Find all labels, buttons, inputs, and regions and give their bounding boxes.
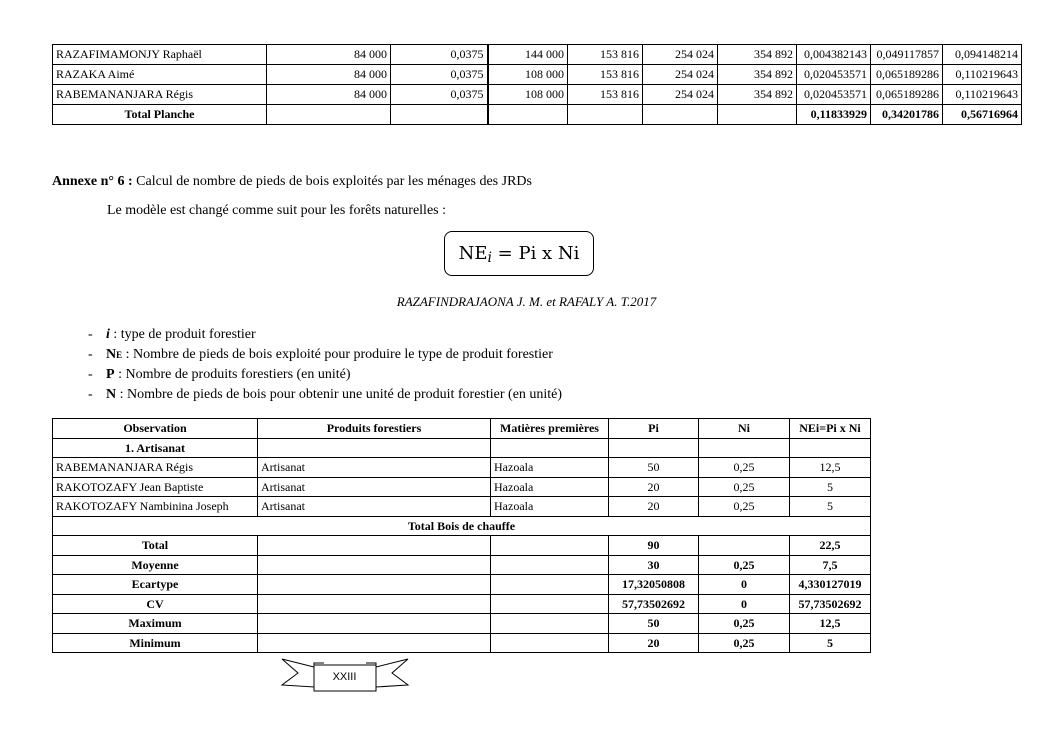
definition-text: : Nombre de produits forestiers (en unité) — [114, 367, 351, 382]
table-cell: 84 000 — [267, 65, 391, 85]
table-cell: 0,56716964 — [943, 105, 1022, 125]
page-number: XXIII — [332, 671, 357, 683]
table-cell: 20 — [609, 477, 699, 497]
table-cell: 0 — [699, 594, 790, 614]
table-cell — [491, 614, 609, 634]
table-cell — [718, 105, 797, 125]
table-cell: 0,25 — [699, 614, 790, 634]
table-cell: 0,25 — [699, 477, 790, 497]
table-cell: 0,049117857 — [871, 45, 943, 65]
stat-label: CV — [53, 594, 258, 614]
table-row — [53, 45, 1022, 65]
section-label: 1. Artisanat — [53, 438, 258, 458]
table-cell: 0,25 — [699, 497, 790, 517]
definition-symbol: N — [106, 347, 117, 362]
table-cell: 7,5 — [790, 555, 871, 575]
table-cell: 0,11833929 — [797, 105, 871, 125]
stat-label: Maximum — [53, 614, 258, 634]
table-cell: 254 024 — [643, 45, 718, 65]
definition-symbol: N — [106, 387, 117, 402]
table-cell: Artisanat — [258, 497, 491, 517]
table-cell — [267, 105, 391, 125]
list-dash: - — [88, 387, 93, 402]
table-cell: Hazoala — [491, 497, 609, 517]
table-cell: 5 — [790, 633, 871, 653]
column-header: Observation — [53, 419, 258, 439]
annex-number: Annexe n° 6 : — [52, 174, 133, 189]
table-cell: 0,34201786 — [871, 105, 943, 125]
list-dash: - — [88, 367, 93, 382]
list-item — [88, 345, 562, 365]
formula-left: NE — [458, 243, 488, 264]
column-header: Matières premières — [491, 419, 609, 439]
table-cell — [491, 438, 609, 458]
total-label-row — [53, 516, 871, 536]
table-cell: 108 000 — [488, 85, 568, 105]
table-cell: 0,020453571 — [797, 65, 871, 85]
artisanat-table — [52, 418, 871, 653]
table-cell: 0 — [699, 575, 790, 595]
table-cell — [488, 105, 568, 125]
table-cell — [258, 555, 491, 575]
table-cell: 254 024 — [643, 85, 718, 105]
table-cell: Artisanat — [258, 458, 491, 478]
table-cell: 84 000 — [267, 85, 391, 105]
column-header: Pi — [609, 419, 699, 439]
table-cell: 0,004382143 — [797, 45, 871, 65]
table-cell — [491, 594, 609, 614]
table-cell: 153 816 — [568, 85, 643, 105]
table-cell: 30 — [609, 555, 699, 575]
table-cell — [258, 633, 491, 653]
stat-row — [53, 555, 871, 575]
table-cell: 0,25 — [699, 633, 790, 653]
table-cell: 354 892 — [718, 85, 797, 105]
table-cell: 12,5 — [790, 458, 871, 478]
table-cell: 0,065189286 — [871, 85, 943, 105]
table-cell — [391, 105, 488, 125]
formula-box — [444, 231, 594, 276]
stat-label: Ecartype — [53, 575, 258, 595]
table-cell: RAKOTOZAFY Jean Baptiste — [53, 477, 258, 497]
table-cell — [491, 555, 609, 575]
column-header: Ni — [699, 419, 790, 439]
citation: RAZAFINDRAJAONA J. M. et RAFALY A. T.2017 — [396, 294, 657, 309]
table-cell — [258, 575, 491, 595]
table-cell — [258, 614, 491, 634]
table-cell: 17,32050808 — [609, 575, 699, 595]
list-item — [88, 325, 562, 345]
stat-row — [53, 536, 871, 556]
table-cell: Artisanat — [258, 477, 491, 497]
list-dash: - — [88, 347, 93, 362]
table-cell: 254 024 — [643, 65, 718, 85]
section-row — [53, 438, 871, 458]
definition-text: : Nombre de pieds de bois pour obtenir une unité de produit forestier (en unité) — [116, 387, 563, 402]
table-cell — [491, 633, 609, 653]
table-cell — [790, 438, 871, 458]
table-cell: Hazoala — [491, 458, 609, 478]
header-row — [53, 419, 871, 439]
table-row — [53, 458, 871, 478]
table-cell — [258, 536, 491, 556]
stat-label: Moyenne — [53, 555, 258, 575]
definition-text: : Nombre de pieds de bois exploité pour produire le type de produit forestier — [122, 347, 553, 362]
definition-symbol-sub: E — [116, 350, 123, 360]
table-cell: 354 892 — [718, 65, 797, 85]
table-cell — [699, 438, 790, 458]
table-cell: 20 — [609, 633, 699, 653]
table-cell: 0,0375 — [391, 65, 488, 85]
table-cell — [609, 438, 699, 458]
annex-title-text: Calcul de nombre de pieds de bois exploités par les ménages des JRDs — [132, 174, 532, 189]
definition-symbol: P — [106, 367, 115, 382]
table-cell — [258, 438, 491, 458]
table-cell: 5 — [790, 477, 871, 497]
annex-title — [52, 174, 532, 190]
table-cell — [491, 575, 609, 595]
table-cell: Hazoala — [491, 477, 609, 497]
stat-row — [53, 594, 871, 614]
definition-text: : type de produit forestier — [109, 327, 256, 342]
table-cell: 57,73502692 — [790, 594, 871, 614]
table-cell — [568, 105, 643, 125]
table-row — [53, 477, 871, 497]
formula-right: = Pi x Ni — [491, 243, 580, 264]
table-cell: 0,110219643 — [943, 85, 1022, 105]
table-cell: 0,0375 — [391, 85, 488, 105]
table-cell: 0,020453571 — [797, 85, 871, 105]
stat-label: Minimum — [53, 633, 258, 653]
table-cell — [258, 594, 491, 614]
table-cell: 0,065189286 — [871, 65, 943, 85]
table-cell: 84 000 — [267, 45, 391, 65]
definition-list — [88, 325, 562, 405]
list-item — [88, 385, 562, 405]
stat-row — [53, 614, 871, 634]
table-cell: 4,330127019 — [790, 575, 871, 595]
table-cell: 153 816 — [568, 65, 643, 85]
table-cell: RAZAKA Aimé — [53, 65, 267, 85]
table-cell: 0,25 — [699, 458, 790, 478]
table-cell: 0,25 — [699, 555, 790, 575]
table-cell: 0,094148214 — [943, 45, 1022, 65]
total-label: Total Planche — [53, 105, 267, 125]
formula-subscript: i — [487, 249, 492, 266]
table-cell — [491, 536, 609, 556]
intro-text: Le modèle est changé comme suit pour les forêts naturelles : — [107, 203, 447, 218]
table-cell: RABEMANANJARA Régis — [53, 85, 267, 105]
table-cell: 50 — [609, 614, 699, 634]
table-cell — [699, 536, 790, 556]
total-bois-label: Total Bois de chauffe — [53, 516, 871, 536]
table-cell: 5 — [790, 497, 871, 517]
table-row — [53, 497, 871, 517]
table-cell: 354 892 — [718, 45, 797, 65]
table-cell: 57,73502692 — [609, 594, 699, 614]
table-cell: 144 000 — [488, 45, 568, 65]
table-cell: RAZAFIMAMONJY Raphaël — [53, 45, 267, 65]
table-cell: RAKOTOZAFY Nambinina Joseph — [53, 497, 258, 517]
table-cell: 50 — [609, 458, 699, 478]
total-row — [53, 105, 1022, 125]
table-cell: 0,110219643 — [943, 65, 1022, 85]
list-item — [88, 365, 562, 385]
table-cell: 20 — [609, 497, 699, 517]
stat-row — [53, 575, 871, 595]
table-cell: 90 — [609, 536, 699, 556]
list-dash: - — [88, 327, 93, 342]
table-cell: 22,5 — [790, 536, 871, 556]
table-cell: 12,5 — [790, 614, 871, 634]
stat-row — [53, 633, 871, 653]
table-cell — [643, 105, 718, 125]
column-header: NEi=Pi x Ni — [790, 419, 871, 439]
definition-symbol: i — [106, 327, 110, 342]
table-row — [53, 85, 1022, 105]
table-cell: 153 816 — [568, 45, 643, 65]
planche-table — [52, 44, 1022, 125]
table-row — [53, 65, 1022, 85]
column-header: Produits forestiers — [258, 419, 491, 439]
table-cell: RABEMANANJARA Régis — [53, 458, 258, 478]
stat-label: Total — [53, 536, 258, 556]
table-cell: 0,0375 — [391, 45, 488, 65]
table-cell: 108 000 — [488, 65, 568, 85]
